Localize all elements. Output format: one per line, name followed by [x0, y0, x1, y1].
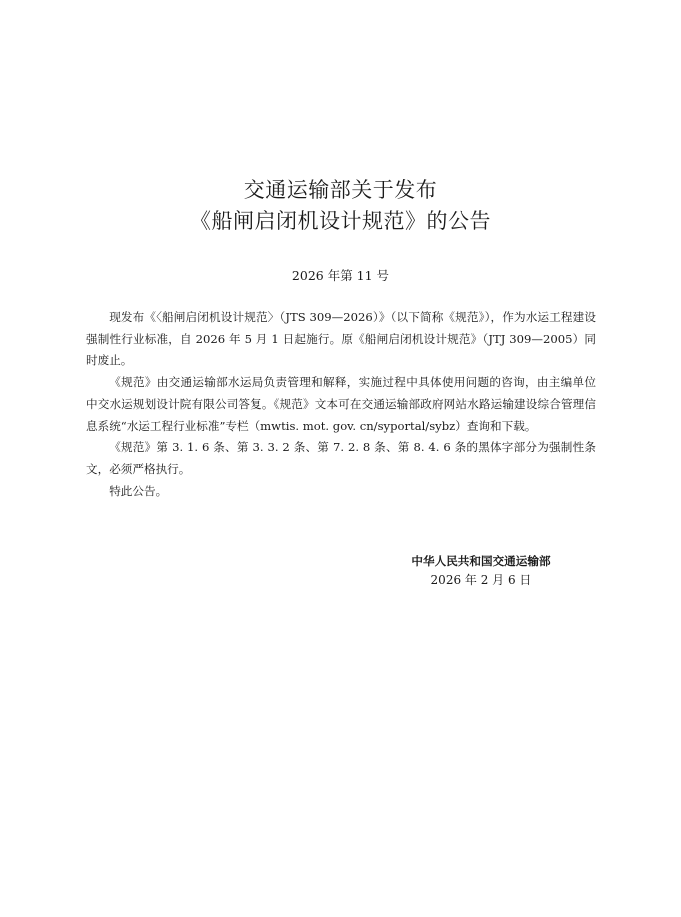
notice-body [86, 307, 596, 502]
signature-date: 2026 年 2 月 6 日 [430, 573, 532, 587]
signature-organization: 中华人民共和国交通运输部 [411, 554, 551, 568]
paragraph-closing: 特此公告。 [109, 483, 168, 498]
paragraph-mandatory-clauses: 《规范》第 3. 1. 6 条、第 3. 3. 2 条、第 7. 2. 8 条、第 8. 4. 6 条的黑体字部分为强制性条文，必须严格执行。 [86, 440, 596, 476]
notice-title-line-1: 交通运输部关于发布 [243, 178, 438, 202]
paragraph-publication: 现发布《〈船闸启闭机设计规范〉（JTS 309—2026）》（以下简称《规范》），作为水运工程建设强制性行业标准，自 2026 年 5 月 1 日起施行。原《船闸启闭机设计规范》（JTJ 309—2005）同时废止。 [86, 310, 596, 368]
notice-number: 2026 年第 11 号 [291, 268, 390, 283]
paragraph-management: 《规范》由交通运输部水运局负责管理和解释，实施过程中具体使用问题的咨询，由主编单位中交水运规划设计院有限公司答复。《规范》文本可在交通运输部政府网站水路运输建设综合管理信息系统“水运工程行业标准”专栏（mwtis. mot. gov. cn/syportal/sybz）查询和下载。 [86, 375, 596, 433]
notice-title-line-2: 《船闸启闭机设计规范》的公告 [190, 209, 491, 233]
